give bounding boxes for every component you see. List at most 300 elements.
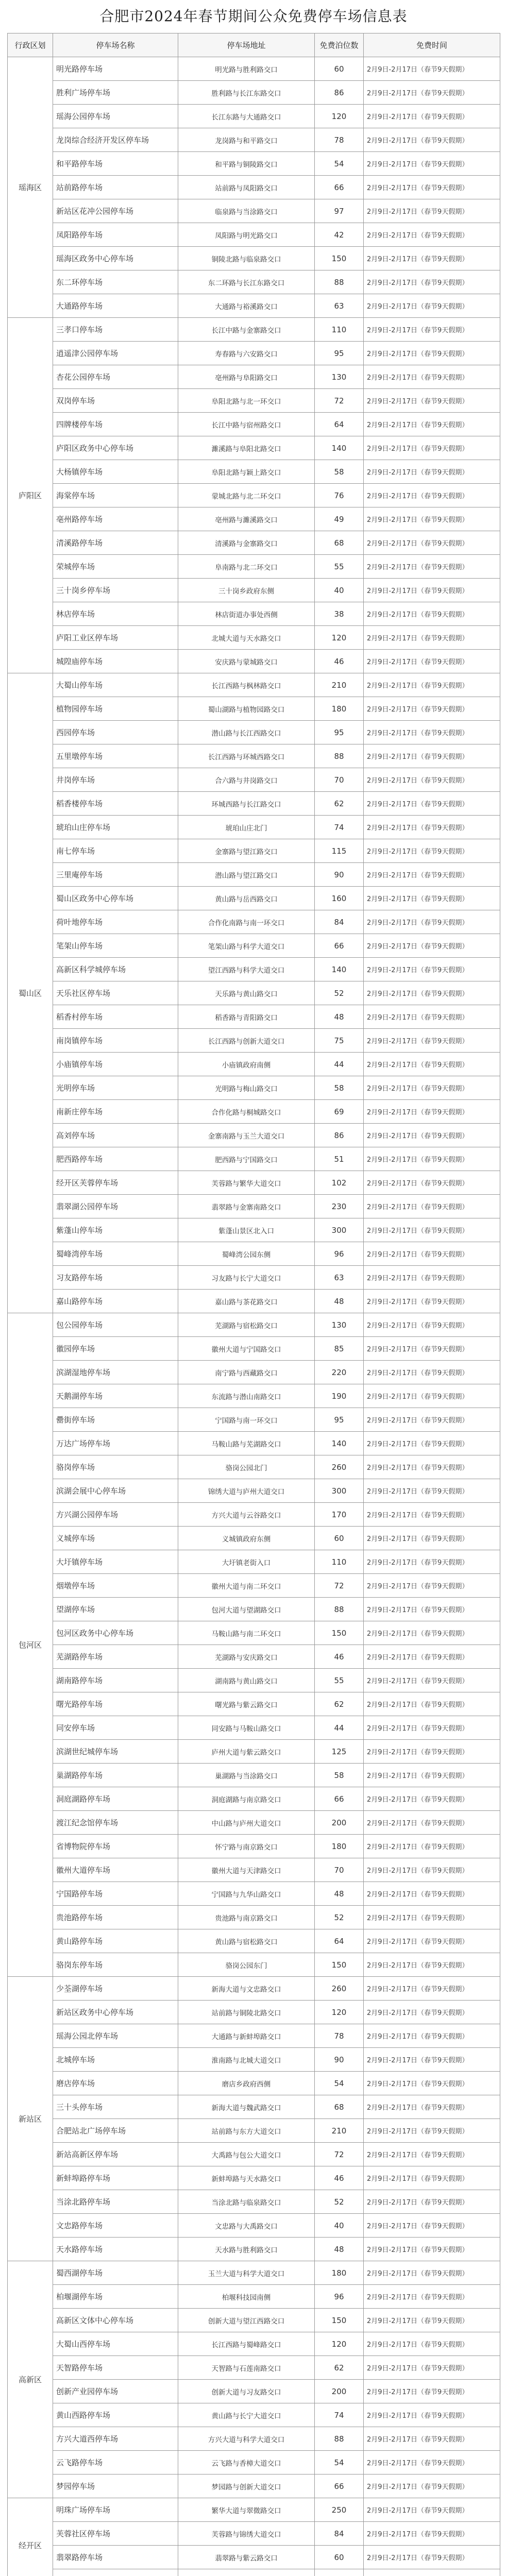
- free-spaces: 120: [315, 2332, 364, 2356]
- header-district: 行政区划: [8, 33, 53, 57]
- parking-address: 文忠路与大禹路交口: [178, 2214, 315, 2238]
- parking-name: 新蚌埠路停车场: [53, 2166, 178, 2190]
- parking-address: 紫蓬山景区北入口: [178, 1218, 315, 1242]
- free-time: 2月9日-2月17日（春节9天假期）: [364, 223, 500, 247]
- district-cell: 瑶海区: [8, 57, 53, 318]
- free-time: 2月9日-2月17日（春节9天假期）: [364, 2427, 500, 2451]
- free-time: 2月9日-2月17日（春节9天假期）: [364, 2238, 500, 2261]
- free-spaces: 55: [315, 1669, 364, 1692]
- free-spaces: 300: [315, 1479, 364, 1503]
- parking-name: 大杨镇停车场: [53, 460, 178, 484]
- table-row: [8, 816, 500, 839]
- free-spaces: 130: [315, 1313, 364, 1337]
- parking-address: 嘉山路与茶花路交口: [178, 1290, 315, 1313]
- table-row: [8, 1669, 500, 1692]
- table-row: [8, 223, 500, 247]
- free-spaces: 160: [315, 887, 364, 910]
- parking-name: 蜀西湖停车场: [53, 2261, 178, 2285]
- parking-address: 繁华大道与翠微路交口: [178, 2498, 315, 2522]
- free-time: 2月9日-2月17日（春节9天假期）: [364, 1195, 500, 1218]
- parking-address: 站前路与铜陵北路交口: [178, 2001, 315, 2024]
- parking-address: 长江东路与大通路交口: [178, 105, 315, 128]
- free-time: 2月9日-2月17日（春节9天假期）: [364, 1953, 500, 1977]
- parking-address: 阜南路与北二环交口: [178, 555, 315, 579]
- table-row: [8, 1313, 500, 1337]
- parking-name: 杏花公园停车场: [53, 365, 178, 389]
- parking-address: 大禹路与包公大道交口: [178, 2143, 315, 2166]
- free-time: 2月9日-2月17日（春节9天假期）: [364, 57, 500, 81]
- free-time: 2月9日-2月17日（春节9天假期）: [364, 1764, 500, 1787]
- table-row: [8, 2238, 500, 2261]
- parking-name: 五里墩停车场: [53, 744, 178, 768]
- parking-name: 大圩镇停车场: [53, 1550, 178, 1574]
- parking-address: 宁国路与九华山路交口: [178, 1882, 315, 1906]
- parking-address: 黄山路与长宁大道交口: [178, 2403, 315, 2427]
- table-row: [8, 2309, 500, 2332]
- free-time: 2月9日-2月17日（春节9天假期）: [364, 1906, 500, 1929]
- free-spaces: 150: [315, 2309, 364, 2332]
- free-time: 2月9日-2月17日（春节9天假期）: [364, 2403, 500, 2427]
- free-time: 2月9日-2月17日（春节9天假期）: [364, 389, 500, 413]
- free-spaces: 52: [315, 1906, 364, 1929]
- free-spaces: 62: [315, 1692, 364, 1716]
- free-time: 2月9日-2月17日（春节9天假期）: [364, 342, 500, 365]
- free-time: 2月9日-2月17日（春节9天假期）: [364, 1384, 500, 1408]
- table-row: [8, 1977, 500, 2001]
- free-spaces: 68: [315, 2095, 364, 2119]
- parking-address: 芜湖路与宿松路交口: [178, 1313, 315, 1337]
- free-time: 2月9日-2月17日（春节9天假期）: [364, 1787, 500, 1811]
- parking-name: 梦园停车场: [53, 2475, 178, 2498]
- table-row: [8, 1053, 500, 1076]
- parking-address: 琥珀山庄北门: [178, 816, 315, 839]
- free-time: 2月9日-2月17日（春节9天假期）: [364, 1479, 500, 1503]
- parking-name: 罍街停车场: [53, 1408, 178, 1432]
- parking-name: 明珠广场停车场: [53, 2498, 178, 2522]
- parking-address: 稻香路与青阳路交口: [178, 1005, 315, 1029]
- parking-name: 滨湖世纪城停车场: [53, 1740, 178, 1764]
- table-row: [8, 2403, 500, 2427]
- parking-address: 龙岗路与和平路交口: [178, 128, 315, 152]
- table-row: [8, 1929, 500, 1953]
- free-time: 2月9日-2月17日（春节9天假期）: [364, 768, 500, 792]
- free-time: 2月9日-2月17日（春节9天假期）: [364, 1692, 500, 1716]
- parking-address: 怀宁路与南京路交口: [178, 1835, 315, 1858]
- free-spaces: 140: [315, 958, 364, 981]
- parking-name: 南岗镇停车场: [53, 1029, 178, 1053]
- table-row: [8, 673, 500, 697]
- parking-address: 芙蓉路与锦绣大道交口: [178, 2522, 315, 2546]
- parking-address: 蒙城北路与北二环交口: [178, 484, 315, 507]
- parking-name: 城隍庙停车场: [53, 650, 178, 673]
- parking-name: 滨湖会展中心停车场: [53, 1479, 178, 1503]
- free-spaces: 72: [315, 2143, 364, 2166]
- free-time: 2月9日-2月17日（春节9天假期）: [364, 626, 500, 650]
- parking-address: 临泉路与当涂路交口: [178, 199, 315, 223]
- parking-name: 翡翠湖公园停车场: [53, 1195, 178, 1218]
- free-spaces: 49: [315, 507, 364, 531]
- free-time: 2月9日-2月17日（春节9天假期）: [364, 1218, 500, 1242]
- parking-address: 和平路与铜陵路交口: [178, 152, 315, 176]
- free-spaces: 88: [315, 2427, 364, 2451]
- free-time: 2月9日-2月17日（春节9天假期）: [364, 2166, 500, 2190]
- parking-name: 新站高新区停车场: [53, 2143, 178, 2166]
- parking-name: 文忠路停车场: [53, 2214, 178, 2238]
- free-time: 2月9日-2月17日（春节9天假期）: [364, 816, 500, 839]
- free-time: 2月9日-2月17日（春节9天假期）: [364, 1977, 500, 2001]
- parking-name: 磨店停车场: [53, 2072, 178, 2095]
- table-row: [8, 1361, 500, 1384]
- parking-address: 湖南路与黄山路交口: [178, 1669, 315, 1692]
- free-spaces: 150: [315, 1953, 364, 1977]
- table-row: [8, 1503, 500, 1527]
- parking-name: 大通路停车场: [53, 294, 178, 318]
- free-spaces: 96: [315, 2285, 364, 2309]
- free-time: 2月9日-2月17日（春节9天假期）: [364, 650, 500, 673]
- parking-address: 贵池路与南京路交口: [178, 1906, 315, 1929]
- free-time: 2月9日-2月17日（春节9天假期）: [364, 105, 500, 128]
- parking-name: 义城停车场: [53, 1527, 178, 1550]
- free-spaces: 86: [315, 81, 364, 105]
- free-spaces: 78: [315, 2024, 364, 2048]
- free-time: 2月9日-2月17日（春节9天假期）: [364, 2048, 500, 2072]
- free-spaces: 38: [315, 602, 364, 626]
- table-row: [8, 531, 500, 555]
- table-row: [8, 1764, 500, 1787]
- parking-address: 曙光路与紫云路交口: [178, 1692, 315, 1716]
- table-row: [8, 484, 500, 507]
- free-spaces: 110: [315, 318, 364, 342]
- free-spaces: 96: [315, 1242, 364, 1266]
- free-time: 2月9日-2月17日（春节9天假期）: [364, 1100, 500, 1124]
- table-row: [8, 2332, 500, 2356]
- free-spaces: 97: [315, 199, 364, 223]
- free-spaces: 40: [315, 2214, 364, 2238]
- free-time: 2月9日-2月17日（春节9天假期）: [364, 1574, 500, 1598]
- parking-name: 曙光路停车场: [53, 1692, 178, 1716]
- parking-name: 翡翠路停车场: [53, 2546, 178, 2569]
- free-time: 2月9日-2月17日（春节9天假期）: [364, 2332, 500, 2356]
- parking-name: 当涂北路停车场: [53, 2190, 178, 2214]
- table-row: [8, 792, 500, 816]
- free-spaces: 180: [315, 697, 364, 721]
- parking-address: 新蚌埠路与天水路交口: [178, 2166, 315, 2190]
- parking-name: 芙蓉社区停车场: [53, 2522, 178, 2546]
- parking-address: 徽州大道与南二环交口: [178, 1574, 315, 1598]
- free-spaces: [315, 2569, 364, 2576]
- parking-name: 万达广场停车场: [53, 1432, 178, 1455]
- parking-address: 翡翠路与紫云路交口: [178, 2546, 315, 2569]
- parking-address: 柏堰科技园南侧: [178, 2285, 315, 2309]
- table-row: [8, 1906, 500, 1929]
- parking-address: 方兴大道与科学大道交口: [178, 2427, 315, 2451]
- free-spaces: 48: [315, 1005, 364, 1029]
- parking-address: 同安路与马鞍山路交口: [178, 1716, 315, 1740]
- free-time: 2月9日-2月17日（春节9天假期）: [364, 1621, 500, 1645]
- parking-name: 笔架山停车场: [53, 934, 178, 958]
- parking-name: 新站区政务中心停车场: [53, 2001, 178, 2024]
- parking-address: 凤阳路与明光路交口: [178, 223, 315, 247]
- table-row: [8, 697, 500, 721]
- free-spaces: 120: [315, 626, 364, 650]
- parking-address: 亳州路与阜阳路交口: [178, 365, 315, 389]
- table-row: [8, 2380, 500, 2403]
- table-row: [8, 626, 500, 650]
- parking-name: 逍遥津公园停车场: [53, 342, 178, 365]
- free-time: 2月9日-2月17日（春节9天假期）: [364, 176, 500, 199]
- free-time: 2月9日-2月17日（春节9天假期）: [364, 484, 500, 507]
- free-time: 2月9日-2月17日（春节9天假期）: [364, 2214, 500, 2238]
- free-spaces: 51: [315, 1147, 364, 1171]
- table-row: [8, 1835, 500, 1858]
- parking-name: 湖南路停车场: [53, 1669, 178, 1692]
- parking-name: 徽园停车场: [53, 1337, 178, 1361]
- free-spaces: 66: [315, 176, 364, 199]
- parking-address: 环城西路与长江路交口: [178, 792, 315, 816]
- parking-address: 翡翠路与金寨南路交口: [178, 1195, 315, 1218]
- free-spaces: 200: [315, 1811, 364, 1835]
- parking-address: 东二环路与长江东路交口: [178, 270, 315, 294]
- free-spaces: 62: [315, 792, 364, 816]
- parking-address: 云飞路与香樟大道交口: [178, 2451, 315, 2475]
- free-time: 2月9日-2月17日（春节9天假期）: [364, 413, 500, 436]
- table-row: [8, 294, 500, 318]
- parking-name: 井岗停车场: [53, 768, 178, 792]
- parking-name: 高新区文体中心停车场: [53, 2309, 178, 2332]
- parking-name: 凤阳路停车场: [53, 223, 178, 247]
- free-time: 2月9日-2月17日（春节9天假期）: [364, 270, 500, 294]
- parking-name: 芜湖路停车场: [53, 1645, 178, 1669]
- parking-address: 三十岗乡政府东侧: [178, 579, 315, 602]
- parking-name: 柏堰湖停车场: [53, 2285, 178, 2309]
- free-spaces: 140: [315, 436, 364, 460]
- free-time: 2月9日-2月17日（春节9天假期）: [364, 1858, 500, 1882]
- free-time: 2月9日-2月17日（春节9天假期）: [364, 199, 500, 223]
- free-spaces: 84: [315, 2522, 364, 2546]
- free-spaces: 250: [315, 2498, 364, 2522]
- free-spaces: 52: [315, 981, 364, 1005]
- table-row: [8, 2546, 500, 2569]
- free-time: 2月9日-2月17日（春节9天假期）: [364, 1455, 500, 1479]
- parking-address: 安庆路与蒙城路交口: [178, 650, 315, 673]
- table-row: [8, 2427, 500, 2451]
- table-row: [8, 958, 500, 981]
- table-row: [8, 1242, 500, 1266]
- free-spaces: 58: [315, 1764, 364, 1787]
- parking-address: 创新大道与望江西路交口: [178, 2309, 315, 2332]
- parking-name: 三孝口停车场: [53, 318, 178, 342]
- parking-name: 荷叶地停车场: [53, 910, 178, 934]
- table-header-row: [8, 33, 500, 57]
- parking-name: 方兴湖公园停车场: [53, 1503, 178, 1527]
- free-time: 2月9日-2月17日（春节9天假期）: [364, 1005, 500, 1029]
- free-time: 2月9日-2月17日（春节9天假期）: [364, 1811, 500, 1835]
- parking-address: 梦园路与创新大道交口: [178, 2475, 315, 2498]
- free-spaces: 66: [315, 1787, 364, 1811]
- free-time: 2月9日-2月17日（春节9天假期）: [364, 2261, 500, 2285]
- free-spaces: 95: [315, 721, 364, 744]
- parking-name: 蜀峰湾停车场: [53, 1242, 178, 1266]
- header-address: 停车场地址: [178, 33, 315, 57]
- free-time: 2月9日-2月17日（春节9天假期）: [364, 1361, 500, 1384]
- parking-address: 合作化路与桐城路交口: [178, 1100, 315, 1124]
- parking-name: 植物园停车场: [53, 697, 178, 721]
- parking-name: 双岗停车场: [53, 389, 178, 413]
- parking-name: 高新区科学城停车场: [53, 958, 178, 981]
- free-spaces: 110: [315, 1550, 364, 1574]
- parking-address: 笔架山路与科学大道交口: [178, 934, 315, 958]
- parking-address: 包河大道与望湖路交口: [178, 1598, 315, 1621]
- parking-address: 长江西路与创新大道交口: [178, 1029, 315, 1053]
- parking-name: 光明停车场: [53, 1076, 178, 1100]
- free-time: 2月9日-2月17日（春节9天假期）: [364, 247, 500, 270]
- parking-name: 肥西路停车场: [53, 1147, 178, 1171]
- parking-address: 巢湖路与当涂路交口: [178, 1764, 315, 1787]
- free-spaces: 46: [315, 650, 364, 673]
- parking-address: 大圩镇老街入口: [178, 1550, 315, 1574]
- free-spaces: 55: [315, 555, 364, 579]
- parking-name: 包公园停车场: [53, 1313, 178, 1337]
- free-time: 2月9日-2月17日（春节9天假期）: [364, 1266, 500, 1290]
- free-spaces: 150: [315, 1621, 364, 1645]
- table-row: [8, 2048, 500, 2072]
- table-row: [8, 2143, 500, 2166]
- table-row: [8, 2498, 500, 2522]
- table-row: [8, 365, 500, 389]
- parking-name: 天水路停车场: [53, 2238, 178, 2261]
- parking-address: 天乐路与黄山路交口: [178, 981, 315, 1005]
- table-row: [8, 57, 500, 81]
- free-time: 2月9日-2月17日（春节9天假期）: [364, 2285, 500, 2309]
- parking-name: 瑶海区政务中心停车场: [53, 247, 178, 270]
- free-time: 2月9日-2月17日（春节9天假期）: [364, 2546, 500, 2569]
- parking-name: 三十头停车场: [53, 2095, 178, 2119]
- parking-name: 紫蓬山停车场: [53, 1218, 178, 1242]
- free-time: 2月9日-2月17日（春节9天假期）: [364, 2190, 500, 2214]
- parking-address: 东流路与潜山南路交口: [178, 1384, 315, 1408]
- table-row: [8, 602, 500, 626]
- parking-address: 创新大道与习友路交口: [178, 2380, 315, 2403]
- table-row: [8, 1527, 500, 1550]
- parking-name: 巢湖路停车场: [53, 1764, 178, 1787]
- free-time: 2月9日-2月17日（春节9天假期）: [364, 1029, 500, 1053]
- parking-name: 西园停车场: [53, 721, 178, 744]
- free-spaces: 74: [315, 816, 364, 839]
- parking-name: 望湖停车场: [53, 1598, 178, 1621]
- parking-name: 省博物院停车场: [53, 1835, 178, 1858]
- parking-name: 亳州路停车场: [53, 507, 178, 531]
- table-row: [8, 1598, 500, 1621]
- parking-name: 大蜀山西停车场: [53, 2332, 178, 2356]
- parking-name: 习友路停车场: [53, 1266, 178, 1290]
- free-time: 2月9日-2月17日（春节9天假期）: [364, 1645, 500, 1669]
- parking-address: 义城镇政府东侧: [178, 1527, 315, 1550]
- parking-address: 潜山路与长江西路交口: [178, 721, 315, 744]
- free-time: 2月9日-2月17日（春节9天假期）: [364, 1124, 500, 1147]
- free-time: 2月9日-2月17日（春节9天假期）: [364, 958, 500, 981]
- free-spaces: 180: [315, 1835, 364, 1858]
- parking-address: 寿春路与六安路交口: [178, 342, 315, 365]
- free-time: 2月9日-2月17日（春节9天假期）: [364, 2475, 500, 2498]
- table-row: [8, 1574, 500, 1598]
- parking-address: 林店街道办事处西侧: [178, 602, 315, 626]
- table-row: [8, 2451, 500, 2475]
- parking-address: 当涂北路与临泉路交口: [178, 2190, 315, 2214]
- parking-name: 黄山路停车场: [53, 1929, 178, 1953]
- parking-address: 亳州路与濉溪路交口: [178, 507, 315, 531]
- free-spaces: 48: [315, 1882, 364, 1906]
- free-spaces: 190: [315, 1384, 364, 1408]
- parking-name: 经开区芙蓉停车场: [53, 1171, 178, 1195]
- free-time: 2月9日-2月17日（春节9天假期）: [364, 792, 500, 816]
- parking-address: 明光路与胜利路交口: [178, 57, 315, 81]
- free-spaces: 95: [315, 342, 364, 365]
- parking-address: 习友路与长宁大道交口: [178, 1266, 315, 1290]
- parking-address: 金寨南路与玉兰大道交口: [178, 1124, 315, 1147]
- parking-address: 北城大道与天水路交口: [178, 626, 315, 650]
- free-time: 2月9日-2月17日（春节9天假期）: [364, 365, 500, 389]
- table-row: [8, 1550, 500, 1574]
- free-time: 2月9日-2月17日（春节9天假期）: [364, 744, 500, 768]
- free-spaces: 88: [315, 1598, 364, 1621]
- free-time: 2月9日-2月17日（春节9天假期）: [364, 2498, 500, 2522]
- parking-address: 洞庭湖路与南京路交口: [178, 1787, 315, 1811]
- free-spaces: 42: [315, 223, 364, 247]
- parking-address: 站前路与凤阳路交口: [178, 176, 315, 199]
- table-row: [8, 2001, 500, 2024]
- parking-address: 长江中路与金寨路交口: [178, 318, 315, 342]
- free-spaces: 70: [315, 1858, 364, 1882]
- free-time: [364, 2569, 500, 2576]
- district-cell: 庐阳区: [8, 318, 53, 673]
- district-cell: 包河区: [8, 1313, 53, 1977]
- free-time: 2月9日-2月17日（春节9天假期）: [364, 934, 500, 958]
- parking-address: 黄山路与岳西路交口: [178, 887, 315, 910]
- table-row: [8, 1124, 500, 1147]
- table-row: [8, 1384, 500, 1408]
- parking-name: 创新产业园停车场: [53, 2380, 178, 2403]
- parking-name: 天鹅湖停车场: [53, 1384, 178, 1408]
- free-time: 2月9日-2月17日（春节9天假期）: [364, 721, 500, 744]
- parking-name: 龙岗综合经济开发区停车场: [53, 128, 178, 152]
- parking-name: 高刘停车场: [53, 1124, 178, 1147]
- table-row: [8, 2190, 500, 2214]
- parking-name: 庐阳区政务中心停车场: [53, 436, 178, 460]
- free-spaces: 300: [315, 1218, 364, 1242]
- free-time: 2月9日-2月17日（春节9天假期）: [364, 1527, 500, 1550]
- parking-name: 少荃湖停车场: [53, 1977, 178, 2001]
- parking-address: 锦绣大道与庐州大道交口: [178, 1479, 315, 1503]
- parking-name: 南新庄停车场: [53, 1100, 178, 1124]
- parking-name: 四牌楼停车场: [53, 413, 178, 436]
- free-spaces: 63: [315, 294, 364, 318]
- free-spaces: 48: [315, 1290, 364, 1313]
- free-spaces: 72: [315, 389, 364, 413]
- free-spaces: 86: [315, 1124, 364, 1147]
- parking-address: 清溪路与金寨路交口: [178, 531, 315, 555]
- free-time: 2月9日-2月17日（春节9天假期）: [364, 1882, 500, 1906]
- table-row: [8, 1076, 500, 1100]
- parking-address: 长江中路与宿州路交口: [178, 413, 315, 436]
- parking-address: 骆岗公园北门: [178, 1455, 315, 1479]
- table-row: [8, 887, 500, 910]
- table-row: [8, 2024, 500, 2048]
- parking-name: [53, 2569, 178, 2576]
- table-row: [8, 1290, 500, 1313]
- table-row: [8, 721, 500, 744]
- table-row: [8, 1005, 500, 1029]
- free-spaces: 64: [315, 1929, 364, 1953]
